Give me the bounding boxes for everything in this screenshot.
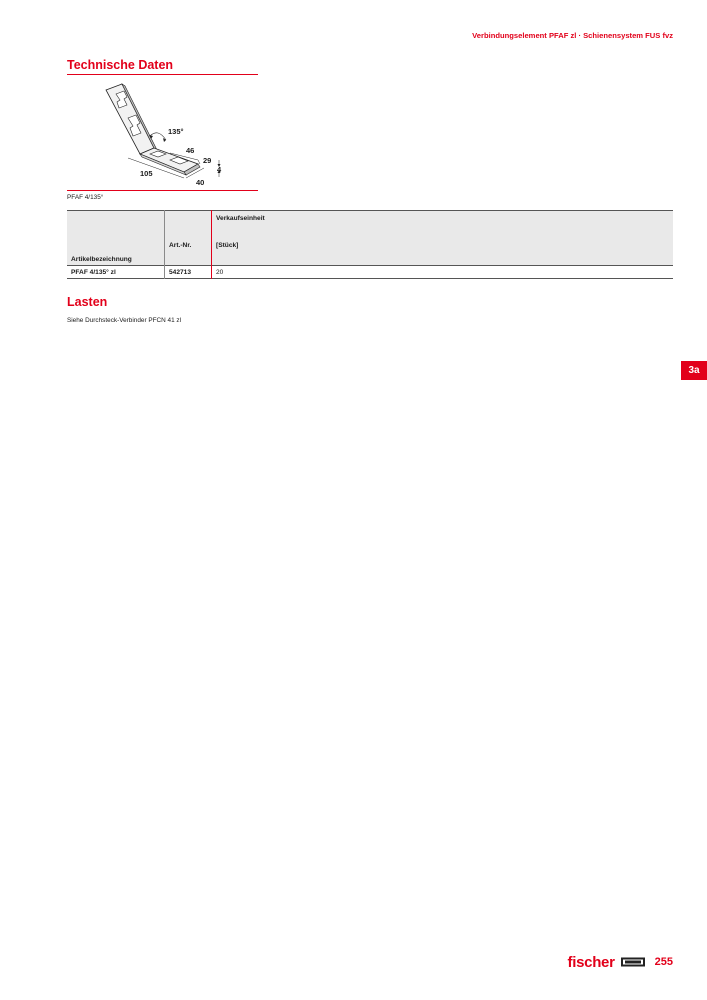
dimension-4: 4 [217, 165, 222, 174]
header-title: Verbindungselement PFAF zl · Schienensystem FUS fvz [472, 31, 673, 40]
cell-name: PFAF 4/135° zl [67, 266, 165, 279]
dimension-40: 40 [196, 178, 205, 187]
section-title-technical: Technische Daten [67, 58, 174, 72]
dimension-46: 46 [186, 146, 195, 155]
product-figure [100, 80, 240, 188]
table-row [67, 266, 673, 279]
loads-text: Siehe Durchsteck-Verbinder PFCN 41 zl [67, 317, 182, 324]
figure-rule [67, 190, 258, 191]
dimension-105: 105 [140, 169, 153, 178]
brand-logo-text: fischer [567, 953, 615, 971]
section-title-loads: Lasten [67, 295, 108, 309]
header-artikelbezeichnung: Artikelbezeichnung [67, 211, 165, 266]
dimension-angle: 135° [168, 127, 184, 136]
chapter-tab[interactable]: 3a [681, 361, 707, 380]
figure-caption: PFAF 4/135° [67, 194, 104, 201]
cell-verkaufseinheit: 20 [216, 268, 224, 276]
product-table [67, 210, 673, 279]
header-verkaufseinheit: Verkaufseinheit [Stück] [216, 215, 265, 249]
section-rule-technical [67, 74, 258, 75]
table-header [67, 211, 673, 266]
cell-art-nr: 542713 [165, 266, 212, 279]
dimension-29: 29 [203, 156, 212, 165]
product-drawing [100, 80, 240, 188]
page-number: 255 [654, 956, 673, 968]
header-art-nr: Art.-Nr. [165, 211, 212, 266]
brand-plug-icon [621, 957, 645, 967]
footer [568, 953, 673, 971]
